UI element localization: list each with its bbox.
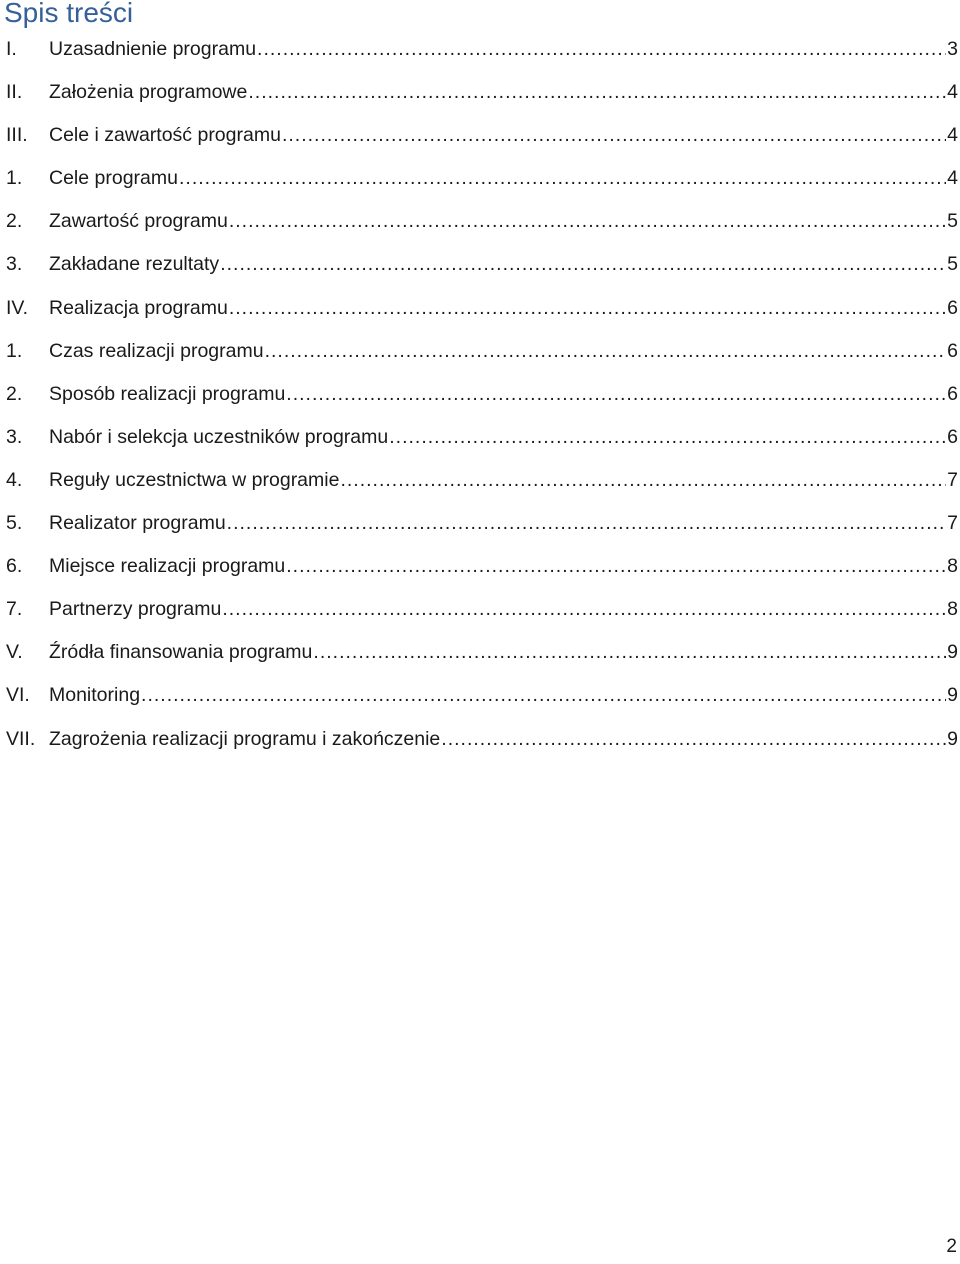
toc-entry[interactable] — [0, 674, 960, 717]
toc-entry-number: II. — [6, 81, 23, 104]
toc-entry[interactable] — [0, 157, 960, 200]
toc-entry-leader — [313, 631, 946, 674]
toc-entry-label[interactable]: Nabór i selekcja uczestników programu — [49, 425, 389, 448]
toc-entry[interactable] — [0, 114, 960, 157]
toc-entry-leader — [389, 416, 946, 459]
toc-entry-number: 6. — [6, 555, 23, 578]
toc-entry-number: IV. — [6, 296, 29, 319]
toc-entry-page[interactable]: 6 — [947, 339, 958, 362]
toc-entry-page[interactable]: 6 — [947, 382, 958, 405]
toc-entry-label[interactable]: Cele i zawartość programu — [49, 124, 281, 147]
toc-entry-leader — [229, 200, 946, 243]
toc-entry[interactable] — [0, 545, 960, 588]
toc-entry-label[interactable]: Monitoring — [49, 684, 141, 707]
toc-entry-page[interactable]: 5 — [947, 253, 958, 276]
toc-entry-number: 1. — [6, 167, 23, 190]
toc-entry[interactable] — [0, 588, 960, 631]
toc-entry-label[interactable]: Zagrożenia realizacji programu i zakończenie — [49, 727, 441, 750]
toc-entry-page[interactable]: 7 — [947, 468, 958, 491]
toc-entry-leader — [286, 373, 946, 416]
toc-entry-label[interactable]: Cele programu — [49, 167, 178, 190]
toc-entry-label[interactable]: Zakładane rezultaty — [49, 253, 220, 276]
toc-entry[interactable] — [0, 71, 960, 114]
toc-entry[interactable] — [0, 459, 960, 502]
toc-entry[interactable] — [0, 200, 960, 243]
toc-entry-leader — [340, 459, 946, 502]
toc-entry-label[interactable]: Zawartość programu — [49, 210, 228, 233]
toc-entry-label[interactable]: Miejsce realizacji programu — [49, 555, 286, 578]
toc-entry[interactable] — [0, 330, 960, 373]
toc-entry[interactable] — [0, 28, 960, 71]
toc-entry-leader — [248, 71, 946, 114]
toc-entry-leader — [179, 157, 946, 200]
toc-entry-number: 3. — [6, 425, 23, 448]
toc-entry-label[interactable]: Czas realizacji programu — [49, 339, 264, 362]
toc-title: Spis treści — [4, 0, 134, 28]
page-number: 2 — [946, 1236, 957, 1257]
toc-entry-number: 7. — [6, 598, 23, 621]
toc-entry-number: 2. — [6, 210, 23, 233]
toc-entry-number: 4. — [6, 468, 23, 491]
toc-entry-number: 3. — [6, 253, 23, 276]
toc-entry-leader — [286, 545, 946, 588]
toc-entry-page[interactable]: 6 — [947, 296, 958, 319]
toc-entry[interactable] — [0, 631, 960, 674]
toc-entry-page[interactable]: 7 — [947, 512, 958, 535]
toc-entry-page[interactable]: 3 — [947, 38, 958, 60]
toc-entry-leader — [227, 502, 946, 545]
toc-entry[interactable] — [0, 718, 960, 761]
toc-entry-number: VII. — [6, 727, 36, 750]
toc-entry-number: VI. — [6, 684, 30, 707]
toc-entry-leader — [441, 718, 946, 761]
toc-entry-page[interactable]: 5 — [947, 210, 958, 233]
toc-entry-number: III. — [6, 124, 28, 147]
toc-entry-label[interactable]: Reguły uczestnictwa w programie — [49, 468, 340, 491]
toc-entry-leader — [257, 28, 946, 71]
toc-entry-number: 1. — [6, 339, 23, 362]
toc-entry-leader — [141, 674, 946, 717]
toc-entry-number: 2. — [6, 382, 23, 405]
toc-entry-number: 5. — [6, 512, 23, 535]
toc-entry-page[interactable]: 9 — [947, 727, 958, 750]
toc-entry-label[interactable]: Partnerzy programu — [49, 598, 222, 621]
toc-entry[interactable] — [0, 373, 960, 416]
toc-entry[interactable] — [0, 416, 960, 459]
toc-entry-label[interactable]: Założenia programowe — [49, 81, 248, 104]
toc-entry-number: I. — [6, 38, 17, 60]
toc-entry-page[interactable]: 4 — [947, 124, 958, 147]
toc-entry-number: V. — [6, 641, 23, 664]
toc-entry-label[interactable]: Sposób realizacji programu — [49, 382, 286, 405]
toc-entry-page[interactable]: 8 — [947, 555, 958, 578]
toc-entry-page[interactable]: 4 — [947, 81, 958, 104]
toc-list — [0, 28, 960, 761]
toc-entry-label[interactable]: Realizacja programu — [49, 296, 228, 319]
toc-entry-page[interactable]: 9 — [947, 684, 958, 707]
toc-entry-leader — [222, 588, 946, 631]
toc-entry[interactable] — [0, 502, 960, 545]
toc-entry-leader — [282, 114, 946, 157]
toc-entry-label[interactable]: Realizator programu — [49, 512, 226, 535]
toc-entry-page[interactable]: 4 — [947, 167, 958, 190]
toc-entry-label[interactable]: Uzasadnienie programu — [49, 38, 257, 60]
toc-entry-page[interactable]: 9 — [947, 641, 958, 664]
toc-entry-page[interactable]: 6 — [947, 425, 958, 448]
toc-entry-leader — [265, 330, 947, 373]
toc-entry-page[interactable]: 8 — [947, 598, 958, 621]
toc-entry[interactable] — [0, 243, 960, 286]
toc-entry-label[interactable]: Źródła finansowania programu — [49, 641, 313, 664]
toc-entry-leader — [229, 287, 946, 330]
toc-entry[interactable] — [0, 287, 960, 330]
toc-entry-leader — [220, 243, 946, 286]
